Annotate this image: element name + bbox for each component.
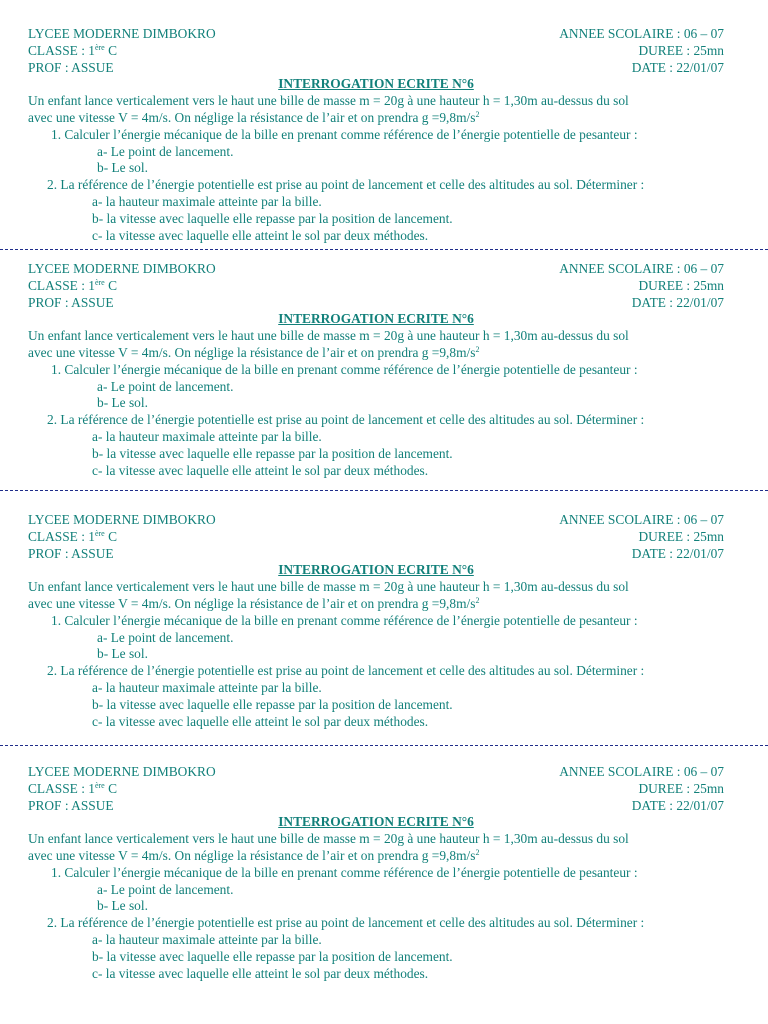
intro-superscript: 2	[475, 344, 480, 354]
quiz-copy-2	[28, 261, 744, 479]
class-suffix: C	[104, 42, 118, 58]
school-name: LYCEE MODERNE DIMBOKRO	[28, 512, 216, 527]
teacher: PROF : ASSUE	[28, 294, 114, 310]
question-2-item-c: c- la vitesse avec laquelle elle atteint le sol par deux méthodes.	[92, 462, 429, 478]
duration: DUREE : 25mn	[638, 528, 724, 544]
header-row-3	[28, 60, 744, 77]
intro-line-1: Un enfant lance verticalement vers le haut une bille de masse m = 20g à une hauteur h = 1,30m au-dessus du sol	[28, 93, 629, 109]
question-1-item-a: a- Le point de lancement.	[97, 629, 234, 645]
class-prefix: CLASSE : 1	[28, 42, 95, 58]
cut-line-3	[0, 745, 768, 746]
header-row-2	[28, 43, 744, 60]
class-label	[28, 43, 117, 60]
question-1-item-b: b- Le sol.	[97, 160, 148, 176]
date: DATE : 22/01/07	[631, 797, 724, 813]
school-year: ANNEE SCOLAIRE : 06 – 07	[559, 261, 724, 276]
question-2: 2. La référence de l’énergie potentielle est prise au point de lancement et celle des altitudes au sol. Déterminer :	[47, 663, 645, 679]
header-row-2	[28, 529, 744, 546]
question-2: 2. La référence de l’énergie potentielle est prise au point de lancement et celle des altitudes au sol. Déterminer :	[47, 177, 645, 193]
cut-line-2	[0, 490, 768, 491]
question-1: 1. Calculer l’énergie mécanique de la bille en prenant comme référence de l’énergie potentielle de pesanteur :	[51, 612, 638, 628]
question-1-item-b: b- Le sol.	[97, 898, 148, 914]
question-2-item-a: a- la hauteur maximale atteinte par la bille.	[92, 679, 322, 695]
class-suffix: C	[104, 277, 118, 293]
question-2-item-a: a- la hauteur maximale atteinte par la bille.	[92, 428, 322, 444]
quiz-title: INTERROGATION ECRITE N°6	[278, 311, 474, 327]
intro-line-1: Un enfant lance verticalement vers le haut une bille de masse m = 20g à une hauteur h = 1,30m au-dessus du sol	[28, 579, 629, 595]
question-2-item-b: b- la vitesse avec laquelle elle repasse par la position de lancement.	[92, 210, 453, 226]
question-1-item-a: a- Le point de lancement.	[97, 378, 234, 394]
class-prefix: CLASSE : 1	[28, 528, 95, 544]
header-row-3	[28, 295, 744, 312]
question-2-item-a: a- la hauteur maximale atteinte par la bille.	[92, 931, 322, 947]
cut-line-1	[0, 249, 768, 250]
question-2-item-c: c- la vitesse avec laquelle elle atteint le sol par deux méthodes.	[92, 227, 429, 243]
intro-line-2	[28, 345, 744, 362]
class-label	[28, 529, 117, 546]
intro-line-2-text: avec une vitesse V = 4m/s. On néglige la résistance de l’air et on prendra g =9,8m/s	[28, 109, 476, 125]
teacher: PROF : ASSUE	[28, 797, 114, 813]
header-row-1	[28, 261, 744, 278]
intro-superscript: 2	[475, 847, 480, 857]
question-2-item-a: a- la hauteur maximale atteinte par la bille.	[92, 193, 322, 209]
class-label	[28, 781, 117, 798]
class-superscript: ère	[94, 528, 105, 538]
question-2-item-c: c- la vitesse avec laquelle elle atteint le sol par deux méthodes.	[92, 713, 429, 729]
class-label	[28, 278, 117, 295]
header-row-2	[28, 781, 744, 798]
school-name: LYCEE MODERNE DIMBOKRO	[28, 261, 216, 276]
school-name: LYCEE MODERNE DIMBOKRO	[28, 26, 216, 41]
class-prefix: CLASSE : 1	[28, 780, 95, 796]
class-suffix: C	[104, 528, 118, 544]
question-1: 1. Calculer l’énergie mécanique de la bille en prenant comme référence de l’énergie potentielle de pesanteur :	[51, 361, 638, 377]
header-row-3	[28, 546, 744, 563]
school-name: LYCEE MODERNE DIMBOKRO	[28, 764, 216, 779]
quiz-title: INTERROGATION ECRITE N°6	[278, 562, 474, 578]
question-1: 1. Calculer l’énergie mécanique de la bille en prenant comme référence de l’énergie potentielle de pesanteur :	[51, 126, 638, 142]
school-year: ANNEE SCOLAIRE : 06 – 07	[559, 764, 724, 779]
intro-line-2-text: avec une vitesse V = 4m/s. On néglige la résistance de l’air et on prendra g =9,8m/s	[28, 344, 476, 360]
header-row-1	[28, 512, 744, 529]
header-row-3	[28, 798, 744, 815]
question-2-item-b: b- la vitesse avec laquelle elle repasse par la position de lancement.	[92, 948, 453, 964]
header-row-1	[28, 26, 744, 43]
intro-superscript: 2	[475, 595, 480, 605]
question-1-item-b: b- Le sol.	[97, 646, 148, 662]
class-superscript: ère	[94, 42, 105, 52]
date: DATE : 22/01/07	[631, 545, 724, 561]
question-2-item-b: b- la vitesse avec laquelle elle repasse par la position de lancement.	[92, 696, 453, 712]
school-year: ANNEE SCOLAIRE : 06 – 07	[559, 26, 724, 41]
quiz-copy-1	[28, 26, 744, 244]
question-1-item-b: b- Le sol.	[97, 395, 148, 411]
date: DATE : 22/01/07	[631, 294, 724, 310]
duration: DUREE : 25mn	[638, 780, 724, 796]
question-2-item-c: c- la vitesse avec laquelle elle atteint le sol par deux méthodes.	[92, 965, 429, 981]
intro-line-2	[28, 848, 744, 865]
date: DATE : 22/01/07	[631, 59, 724, 75]
intro-line-2	[28, 596, 744, 613]
question-2: 2. La référence de l’énergie potentielle est prise au point de lancement et celle des altitudes au sol. Déterminer :	[47, 915, 645, 931]
intro-line-2	[28, 110, 744, 127]
intro-line-1: Un enfant lance verticalement vers le haut une bille de masse m = 20g à une hauteur h = 1,30m au-dessus du sol	[28, 831, 629, 847]
question-1-item-a: a- Le point de lancement.	[97, 881, 234, 897]
quiz-copy-4	[28, 764, 744, 982]
question-2-item-b: b- la vitesse avec laquelle elle repasse par la position de lancement.	[92, 445, 453, 461]
school-year: ANNEE SCOLAIRE : 06 – 07	[559, 512, 724, 527]
intro-superscript: 2	[475, 109, 480, 119]
class-suffix: C	[104, 780, 118, 796]
quiz-title: INTERROGATION ECRITE N°6	[278, 814, 474, 830]
duration: DUREE : 25mn	[638, 42, 724, 58]
header-row-2	[28, 278, 744, 295]
question-1: 1. Calculer l’énergie mécanique de la bille en prenant comme référence de l’énergie potentielle de pesanteur :	[51, 864, 638, 880]
quiz-title: INTERROGATION ECRITE N°6	[278, 76, 474, 92]
intro-line-1: Un enfant lance verticalement vers le haut une bille de masse m = 20g à une hauteur h = 1,30m au-dessus du sol	[28, 328, 629, 344]
teacher: PROF : ASSUE	[28, 59, 114, 75]
intro-line-2-text: avec une vitesse V = 4m/s. On néglige la résistance de l’air et on prendra g =9,8m/s	[28, 595, 476, 611]
header-row-1	[28, 764, 744, 781]
class-prefix: CLASSE : 1	[28, 277, 95, 293]
duration: DUREE : 25mn	[638, 277, 724, 293]
question-1-item-a: a- Le point de lancement.	[97, 143, 234, 159]
teacher: PROF : ASSUE	[28, 545, 114, 561]
class-superscript: ère	[94, 277, 105, 287]
question-2: 2. La référence de l’énergie potentielle est prise au point de lancement et celle des altitudes au sol. Déterminer :	[47, 412, 645, 428]
intro-line-2-text: avec une vitesse V = 4m/s. On néglige la résistance de l’air et on prendra g =9,8m/s	[28, 847, 476, 863]
quiz-copy-3	[28, 512, 744, 730]
class-superscript: ère	[94, 780, 105, 790]
